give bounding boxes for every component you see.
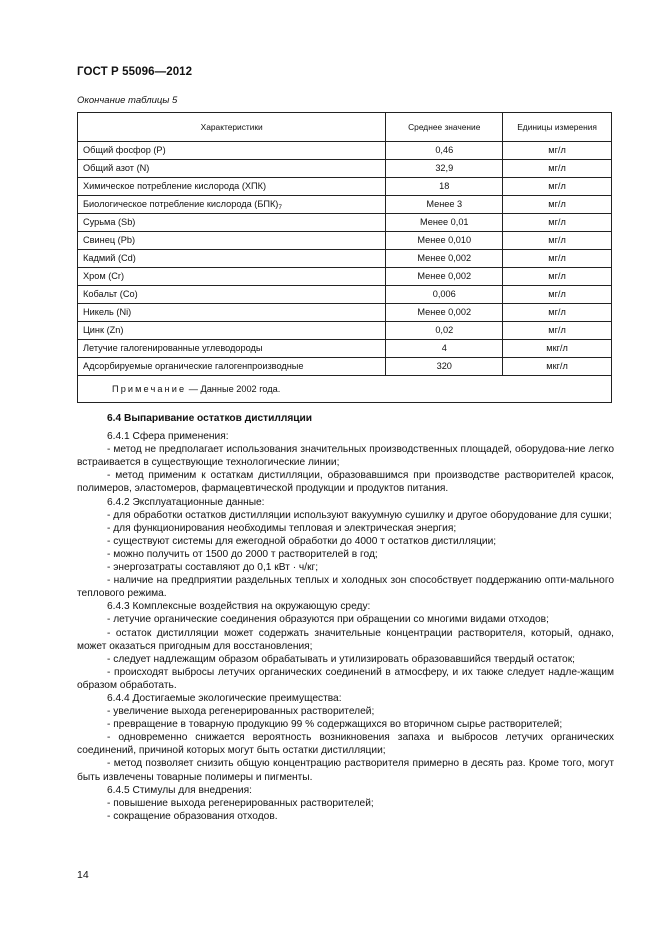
list-item: - для функционирования необходимы тепловая и электрическая энергия; (107, 522, 457, 534)
list-item: - летучие органические соединения образуются при обращении со многими видами отходов; (107, 614, 549, 626)
characteristic-name (78, 250, 386, 268)
list-item: - метод позволяет снизить общую концентрацию растворителя примерно в десять раз. Кроме того, могут быть извлечены товарные полимеры и пигменты. (77, 758, 614, 783)
average-value: 320 (386, 358, 503, 376)
note-label: Примечание (112, 384, 187, 394)
table-row (78, 268, 612, 286)
document-code: ГОСТ Р 55096—2012 (77, 66, 193, 78)
list-item: - метод не предполагает использования значительных производственных площадей, оборудова-ние легко встраивается в существующие технологические линии; (77, 444, 614, 469)
characteristic-label: Никель (Ni) (83, 307, 132, 317)
characteristic-name (78, 358, 386, 376)
characteristic-name (78, 196, 386, 214)
section-body (77, 412, 614, 823)
characteristic-label: Хром (Cr) (83, 271, 125, 281)
characteristic-name (78, 232, 386, 250)
unit-of-measure: мг/л (503, 196, 612, 214)
average-value: Менее 0,002 (386, 304, 503, 322)
characteristic-label: Биологическое потребление кислорода (БПК) (83, 199, 279, 209)
characteristic-label: Свинец (Pb) (83, 235, 136, 245)
average-value: 0,006 (386, 286, 503, 304)
characteristic-name (78, 322, 386, 340)
list-item: - повышение выхода регенерированных растворителей; (107, 797, 374, 809)
table-header-row (78, 113, 612, 142)
unit-of-measure: мг/л (503, 322, 612, 340)
characteristic-name (78, 178, 386, 196)
page-number: 14 (77, 869, 89, 881)
list-item: - существуют системы для ежегодной обработки до 4000 т остатков дистилляции; (107, 535, 497, 547)
characteristic-label: Химическое потребление кислорода (ХПК) (83, 181, 267, 191)
characteristic-name (78, 160, 386, 178)
table-note-row (78, 376, 612, 403)
characteristic-name (78, 340, 386, 358)
table-row (78, 250, 612, 268)
table-caption: Окончание таблицы 5 (77, 95, 178, 106)
unit-of-measure: мг/л (503, 286, 612, 304)
unit-of-measure: мг/л (503, 178, 612, 196)
subsection-title: 6.4.1 Сфера применения: (107, 431, 229, 443)
average-value: 0,46 (386, 142, 503, 160)
unit-of-measure: мг/л (503, 304, 612, 322)
average-value: 18 (386, 178, 503, 196)
list-item: - происходят выбросы летучих органических соединений в атмосферу, и их также следует надле-жащим образом обработать. (77, 666, 614, 691)
list-item: - превращение в товарную продукцию 99 % содержащихся во вторичном сырье растворителей; (107, 719, 563, 731)
subsection-title: 6.4.4 Достигаемые экологические преимущества: (107, 692, 342, 704)
characteristic-label: Кобальт (Co) (83, 289, 138, 299)
table-note (78, 376, 612, 403)
subsection-title: 6.4.5 Стимулы для внедрения: (107, 784, 252, 796)
list-item: - энергозатраты составляют до 0,1 кВт · ч/кг; (107, 562, 319, 574)
characteristic-name (78, 214, 386, 232)
list-item: - метод применим к остаткам дистилляции, образовавшимся при производстве растворителей красок, полимеров, эластомеров, фармацевтической продукции и продуктов питания. (77, 470, 614, 495)
characteristic-label: Адсорбируемые органические галогенпроизводные (83, 361, 304, 371)
characteristic-name (78, 304, 386, 322)
list-item: - сокращение образования отходов. (107, 810, 278, 822)
table-row (78, 178, 612, 196)
column-header: Характеристики (78, 113, 386, 142)
list-item: - можно получить от 1500 до 2000 т растворителей в год; (107, 548, 378, 560)
table-row (78, 232, 612, 250)
subsection-title: 6.4.2 Эксплуатационные данные: (107, 496, 265, 508)
average-value: Менее 0,01 (386, 214, 503, 232)
average-value: Менее 0,002 (386, 268, 503, 286)
characteristic-label: Общий фосфор (Р) (83, 145, 166, 155)
list-item: - одновременно снижается вероятность возникновения запаха и выбросов летучих органических соединений, причиной которых могут быть остатки дистилляции; (77, 732, 614, 757)
list-item: - для обработки остатков дистилляции используют вакуумную сушилку и другое оборудование для сушки; (107, 509, 612, 521)
table-row (78, 340, 612, 358)
unit-of-measure: мг/л (503, 160, 612, 178)
average-value: 32,9 (386, 160, 503, 178)
table-row (78, 358, 612, 376)
average-value: 4 (386, 340, 503, 358)
subscript: 7 (278, 204, 282, 211)
table-row (78, 196, 612, 214)
characteristic-name (78, 142, 386, 160)
unit-of-measure: мг/л (503, 232, 612, 250)
table-row (78, 142, 612, 160)
unit-of-measure: мг/л (503, 142, 612, 160)
average-value: 0,02 (386, 322, 503, 340)
subsection-title: 6.4.3 Комплексные воздействия на окружающую среду: (107, 601, 371, 613)
list-item: - увеличение выхода регенерированных растворителей; (107, 706, 375, 718)
list-item: - наличие на предприятии раздельных теплых и холодных зон способствует поддержанию опти-мального теплового режима. (77, 575, 614, 600)
table-row (78, 286, 612, 304)
unit-of-measure: мкг/л (503, 340, 612, 358)
note-text: — Данные 2002 года. (186, 384, 281, 394)
section-heading: 6.4 Выпаривание остатков дистилляции (107, 413, 313, 424)
characteristic-name (78, 268, 386, 286)
column-header: Среднее значение (386, 113, 503, 142)
characteristic-label: Цинк (Zn) (83, 325, 124, 335)
characteristic-label: Общий азот (N) (83, 163, 150, 173)
list-item: - остаток дистилляции может содержать значительные концентрации растворителя, который, однако, может оказаться пригодным для восстановления; (77, 627, 614, 652)
characteristic-label: Летучие галогенированные углеводороды (83, 343, 263, 353)
characteristics-table (77, 112, 612, 403)
table-row (78, 304, 612, 322)
table-row (78, 160, 612, 178)
unit-of-measure: мкг/л (503, 358, 612, 376)
paragraph-list (77, 430, 614, 823)
characteristic-label: Кадмий (Cd) (83, 253, 136, 263)
characteristic-name (78, 286, 386, 304)
table-row (78, 214, 612, 232)
unit-of-measure: мг/л (503, 268, 612, 286)
average-value: Менее 0,010 (386, 232, 503, 250)
list-item: - следует надлежащим образом обрабатывать и утилизировать образовавшийся твердый остаток; (107, 653, 576, 665)
table-row (78, 322, 612, 340)
unit-of-measure: мг/л (503, 250, 612, 268)
characteristic-label: Сурьма (Sb) (83, 217, 136, 227)
average-value: Менее 0,002 (386, 250, 503, 268)
unit-of-measure: мг/л (503, 214, 612, 232)
column-header: Единицы измерения (503, 113, 612, 142)
average-value: Менее 3 (386, 196, 503, 214)
